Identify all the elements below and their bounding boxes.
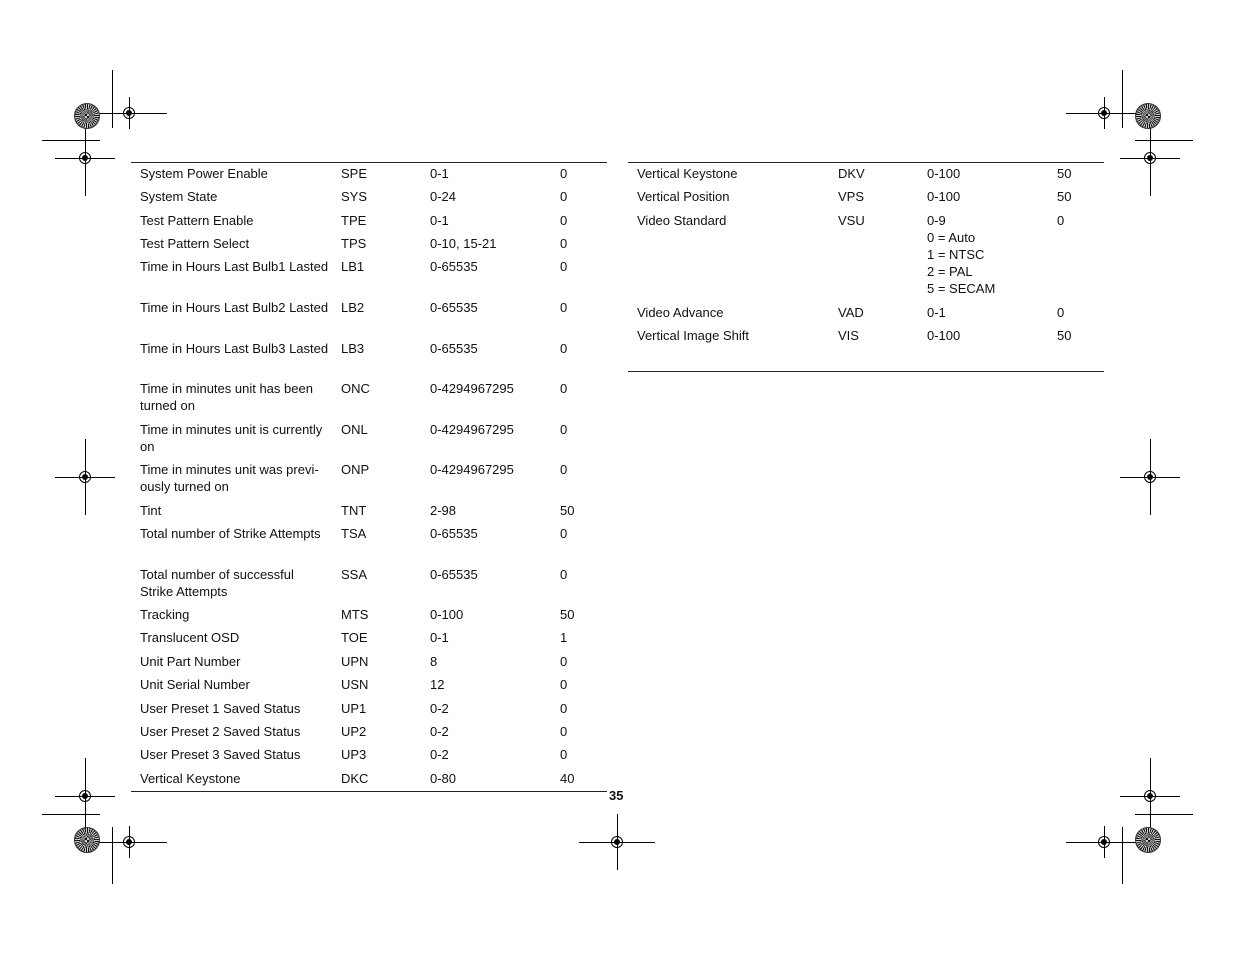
command-code: UP1	[341, 701, 367, 716]
value-range: 0-10, 15-21	[430, 236, 497, 251]
parameter-name: Total number of successful Strike Attempts	[140, 567, 294, 599]
command-code: VAD	[838, 305, 864, 320]
right-table-top-rule	[628, 162, 1104, 163]
value-range: 0-65535	[430, 300, 478, 315]
color-starburst-icon	[1135, 103, 1161, 129]
command-code: UPN	[341, 654, 369, 669]
parameter-name: Tint	[140, 503, 162, 518]
default-value: 0	[560, 213, 568, 228]
default-value: 0	[1057, 305, 1065, 320]
crop-line	[42, 140, 100, 141]
command-code: UP3	[341, 747, 367, 762]
parameter-name: Vertical Image Shift	[637, 328, 749, 343]
parameter-name: Test Pattern Select	[140, 236, 250, 251]
default-value: 0	[560, 166, 568, 181]
registration-dot	[126, 839, 132, 845]
value-range: 0-9 0 = Auto 1 = NTSC 2 = PAL 5 = SECAM	[927, 213, 996, 296]
parameter-name: Translucent OSD	[140, 630, 240, 645]
parameter-name: Video Standard	[637, 213, 727, 228]
parameter-name: Video Advance	[637, 305, 724, 320]
default-value: 0	[560, 189, 568, 204]
default-value: 40	[560, 771, 575, 786]
right-table-bottom-rule	[628, 371, 1104, 372]
command-code: LB1	[341, 259, 365, 274]
value-range: 0-80	[430, 771, 457, 786]
command-code: LB3	[341, 341, 365, 356]
command-code: LB2	[341, 300, 365, 315]
registration-dot	[1147, 793, 1153, 799]
registration-dot	[1147, 155, 1153, 161]
value-range: 0-100	[430, 607, 464, 622]
command-code: MTS	[341, 607, 369, 622]
crop-line	[1122, 827, 1123, 884]
value-range: 8	[430, 654, 438, 669]
parameter-name: Time in minutes unit was previ-ously turned on	[140, 462, 319, 494]
command-code: VIS	[838, 328, 859, 343]
crop-line	[1135, 140, 1193, 141]
default-value: 50	[1057, 166, 1072, 181]
value-range: 0-1	[430, 166, 449, 181]
crop-line	[112, 70, 113, 128]
registration-dot	[82, 155, 88, 161]
parameter-name: Time in Hours Last Bulb2 Lasted	[140, 300, 329, 315]
command-code: SPE	[341, 166, 368, 181]
value-range: 0-65535	[430, 567, 478, 582]
default-value: 0	[560, 526, 568, 541]
value-range: 0-24	[430, 189, 457, 204]
default-value: 50	[1057, 189, 1072, 204]
default-value: 0	[560, 677, 568, 692]
parameter-name: Total number of Strike Attempts	[140, 526, 321, 541]
default-value: 1	[560, 630, 568, 645]
command-code: USN	[341, 677, 369, 692]
value-range: 0-65535	[430, 341, 478, 356]
page-number: 35	[609, 788, 624, 803]
value-range: 12	[430, 677, 445, 692]
registration-dot	[82, 793, 88, 799]
left-table-bottom-rule	[131, 791, 607, 792]
value-range: 0-2	[430, 724, 449, 739]
default-value: 0	[560, 236, 568, 251]
parameter-name: Time in minutes unit has been turned on	[140, 381, 313, 413]
parameter-name: User Preset 3 Saved Status	[140, 747, 301, 762]
value-range: 0-100	[927, 189, 961, 204]
default-value: 0	[560, 300, 568, 315]
value-range: 2-98	[430, 503, 457, 518]
color-starburst-icon	[74, 827, 100, 853]
parameter-name: Unit Part Number	[140, 654, 241, 669]
value-range: 0-4294967295	[430, 462, 514, 477]
command-code: VPS	[838, 189, 865, 204]
value-range: 0-4294967295	[430, 381, 514, 396]
parameter-name: Time in Hours Last Bulb3 Lasted	[140, 341, 329, 356]
command-code: TSA	[341, 526, 367, 541]
command-code: DKV	[838, 166, 865, 181]
default-value: 50	[560, 607, 575, 622]
command-code: ONP	[341, 462, 370, 477]
value-range: 0-100	[927, 166, 961, 181]
registration-dot	[1147, 474, 1153, 480]
color-starburst-icon	[74, 103, 100, 129]
value-range: 0-1	[927, 305, 946, 320]
command-code: SYS	[341, 189, 368, 204]
registration-dot	[82, 474, 88, 480]
default-value: 0	[1057, 213, 1065, 228]
value-range: 0-2	[430, 701, 449, 716]
parameter-name: Time in Hours Last Bulb1 Lasted	[140, 259, 329, 274]
crop-line	[42, 814, 100, 815]
command-code: TNT	[341, 503, 367, 518]
left-table-top-rule	[131, 162, 607, 163]
command-code: SSA	[341, 567, 368, 582]
default-value: 0	[560, 422, 568, 437]
default-value: 0	[560, 654, 568, 669]
value-range: 0-1	[430, 630, 449, 645]
command-code: ONC	[341, 381, 370, 396]
value-range: 0-65535	[430, 259, 478, 274]
parameter-name: Vertical Keystone	[140, 771, 241, 786]
parameter-name: Tracking	[140, 607, 190, 622]
default-value: 0	[560, 747, 568, 762]
registration-dot	[614, 839, 620, 845]
parameter-name: Unit Serial Number	[140, 677, 250, 692]
command-code: DKC	[341, 771, 369, 786]
default-value: 0	[560, 701, 568, 716]
command-code: VSU	[838, 213, 865, 228]
command-code: UP2	[341, 724, 367, 739]
command-code: ONL	[341, 422, 368, 437]
value-range: 0-2	[430, 747, 449, 762]
parameter-name: System State	[140, 189, 218, 204]
parameter-name: Test Pattern Enable	[140, 213, 254, 228]
default-value: 0	[560, 341, 568, 356]
registration-dot	[126, 110, 132, 116]
value-range: 0-65535	[430, 526, 478, 541]
color-starburst-icon	[1135, 827, 1161, 853]
registration-dot	[1101, 110, 1107, 116]
crop-line	[1135, 814, 1193, 815]
parameter-name: System Power Enable	[140, 166, 268, 181]
default-value: 50	[560, 503, 575, 518]
parameter-name: Time in minutes unit is currently on	[140, 422, 323, 454]
parameter-name: Vertical Keystone	[637, 166, 738, 181]
registration-dot	[1101, 839, 1107, 845]
default-value: 0	[560, 724, 568, 739]
default-value: 0	[560, 567, 568, 582]
default-value: 50	[1057, 328, 1072, 343]
left-command-table	[131, 165, 607, 790]
default-value: 0	[560, 462, 568, 477]
value-range: 0-100	[927, 328, 961, 343]
crop-line	[1122, 70, 1123, 128]
command-code: TPS	[341, 236, 367, 251]
value-range: 0-4294967295	[430, 422, 514, 437]
command-code: TOE	[341, 630, 368, 645]
parameter-name: User Preset 1 Saved Status	[140, 701, 301, 716]
crop-line	[112, 827, 113, 884]
value-range: 0-1	[430, 213, 449, 228]
parameter-name: User Preset 2 Saved Status	[140, 724, 301, 739]
command-code: TPE	[341, 213, 367, 228]
parameter-name: Vertical Position	[637, 189, 730, 204]
right-command-table	[628, 165, 1104, 365]
default-value: 0	[560, 381, 568, 396]
default-value: 0	[560, 259, 568, 274]
